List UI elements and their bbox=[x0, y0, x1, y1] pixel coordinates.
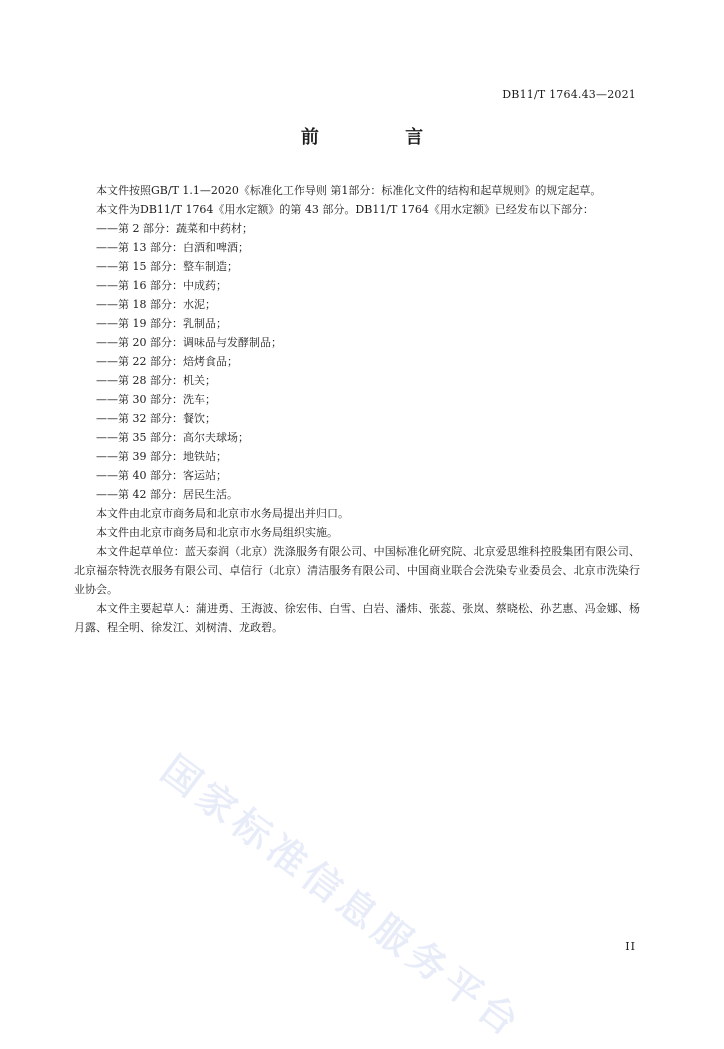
watermark-text: 国家标准信息服务平台 bbox=[153, 747, 531, 1048]
list-item bbox=[74, 371, 640, 390]
list-dash: —— bbox=[96, 355, 118, 368]
part-label: 第 30 部分：洗车； bbox=[118, 393, 216, 406]
list-item bbox=[74, 219, 640, 238]
part-label: 第 35 部分：高尔夫球场； bbox=[118, 431, 249, 444]
list-item bbox=[74, 295, 640, 314]
list-item bbox=[74, 409, 640, 428]
part-label: 第 42 部分：居民生活。 bbox=[118, 488, 238, 501]
list-item bbox=[74, 390, 640, 409]
part-label: 第 22 部分：焙烤食品； bbox=[118, 355, 238, 368]
list-dash: —— bbox=[96, 336, 118, 349]
part-label: 第 19 部分：乳制品； bbox=[118, 317, 227, 330]
proposer-paragraph: 本文件由北京市商务局和北京市水务局提出并归口。 bbox=[96, 507, 349, 520]
list-item bbox=[74, 333, 640, 352]
series-intro-paragraph: 本文件为DB11/T 1764《用水定额》的第 43 部分。DB11/T 1764《用水定额》已经发布以下部分： bbox=[96, 203, 594, 216]
list-dash: —— bbox=[96, 298, 118, 311]
part-label: 第 13 部分：白酒和啤酒； bbox=[118, 241, 249, 254]
list-item bbox=[74, 276, 640, 295]
drafters-paragraph: 本文件主要起草人：蒲进勇、王海波、徐宏伟、白雪、白岩、潘炜、张蕊、张岚、蔡晓松、孙艺惠、冯金娜、杨月露、程全明、徐发江、刘树清、龙政碧。 bbox=[74, 602, 640, 634]
list-dash: —— bbox=[96, 374, 118, 387]
list-dash: —— bbox=[96, 431, 118, 444]
list-item bbox=[74, 447, 640, 466]
drafting-units-paragraph: 本文件起草单位：蓝天泰润（北京）洗涤服务有限公司、中国标准化研究院、北京爱思维科控股集团有限公司、北京福奈特洗衣服务有限公司、卓信行（北京）清洁服务有限公司、中国商业联合会洗染专业委员会、北京市洗染行业协会。 bbox=[74, 545, 640, 596]
part-label: 第 16 部分：中成药； bbox=[118, 279, 227, 292]
list-dash: —— bbox=[96, 279, 118, 292]
part-label: 第 18 部分：水泥； bbox=[118, 298, 216, 311]
list-dash: —— bbox=[96, 488, 118, 501]
part-label: 第 15 部分：整车制造； bbox=[118, 260, 238, 273]
list-item bbox=[74, 485, 640, 504]
foreword-body bbox=[74, 181, 640, 637]
list-dash: —— bbox=[96, 317, 118, 330]
page-number: II bbox=[625, 940, 636, 953]
part-label: 第 2 部分：蔬菜和中药材； bbox=[118, 222, 253, 235]
list-dash: —— bbox=[96, 222, 118, 235]
list-dash: —— bbox=[96, 450, 118, 463]
list-item bbox=[74, 238, 640, 257]
page-title: 前 言 bbox=[300, 127, 464, 148]
part-label: 第 32 部分：餐饮； bbox=[118, 412, 216, 425]
list-item bbox=[74, 466, 640, 485]
list-item bbox=[74, 314, 640, 333]
list-dash: —— bbox=[96, 412, 118, 425]
part-label: 第 40 部分：客运站； bbox=[118, 469, 227, 482]
list-dash: —— bbox=[96, 469, 118, 482]
part-label: 第 20 部分：调味品与发酵制品； bbox=[118, 336, 282, 349]
part-label: 第 39 部分：地铁站； bbox=[118, 450, 227, 463]
document-code: DB11/T 1764.43—2021 bbox=[502, 88, 636, 101]
list-item bbox=[74, 352, 640, 371]
published-parts-list bbox=[74, 219, 640, 504]
list-item bbox=[74, 428, 640, 447]
list-item bbox=[74, 257, 640, 276]
list-dash: —— bbox=[96, 393, 118, 406]
drafting-basis-paragraph: 本文件按照GB/T 1.1—2020《标准化工作导则 第1部分：标准化文件的结构和起草规则》的规定起草。 bbox=[96, 184, 602, 197]
implementation-paragraph: 本文件由北京市商务局和北京市水务局组织实施。 bbox=[96, 526, 338, 539]
list-dash: —— bbox=[96, 260, 118, 273]
part-label: 第 28 部分：机关； bbox=[118, 374, 216, 387]
list-dash: —— bbox=[96, 241, 118, 254]
